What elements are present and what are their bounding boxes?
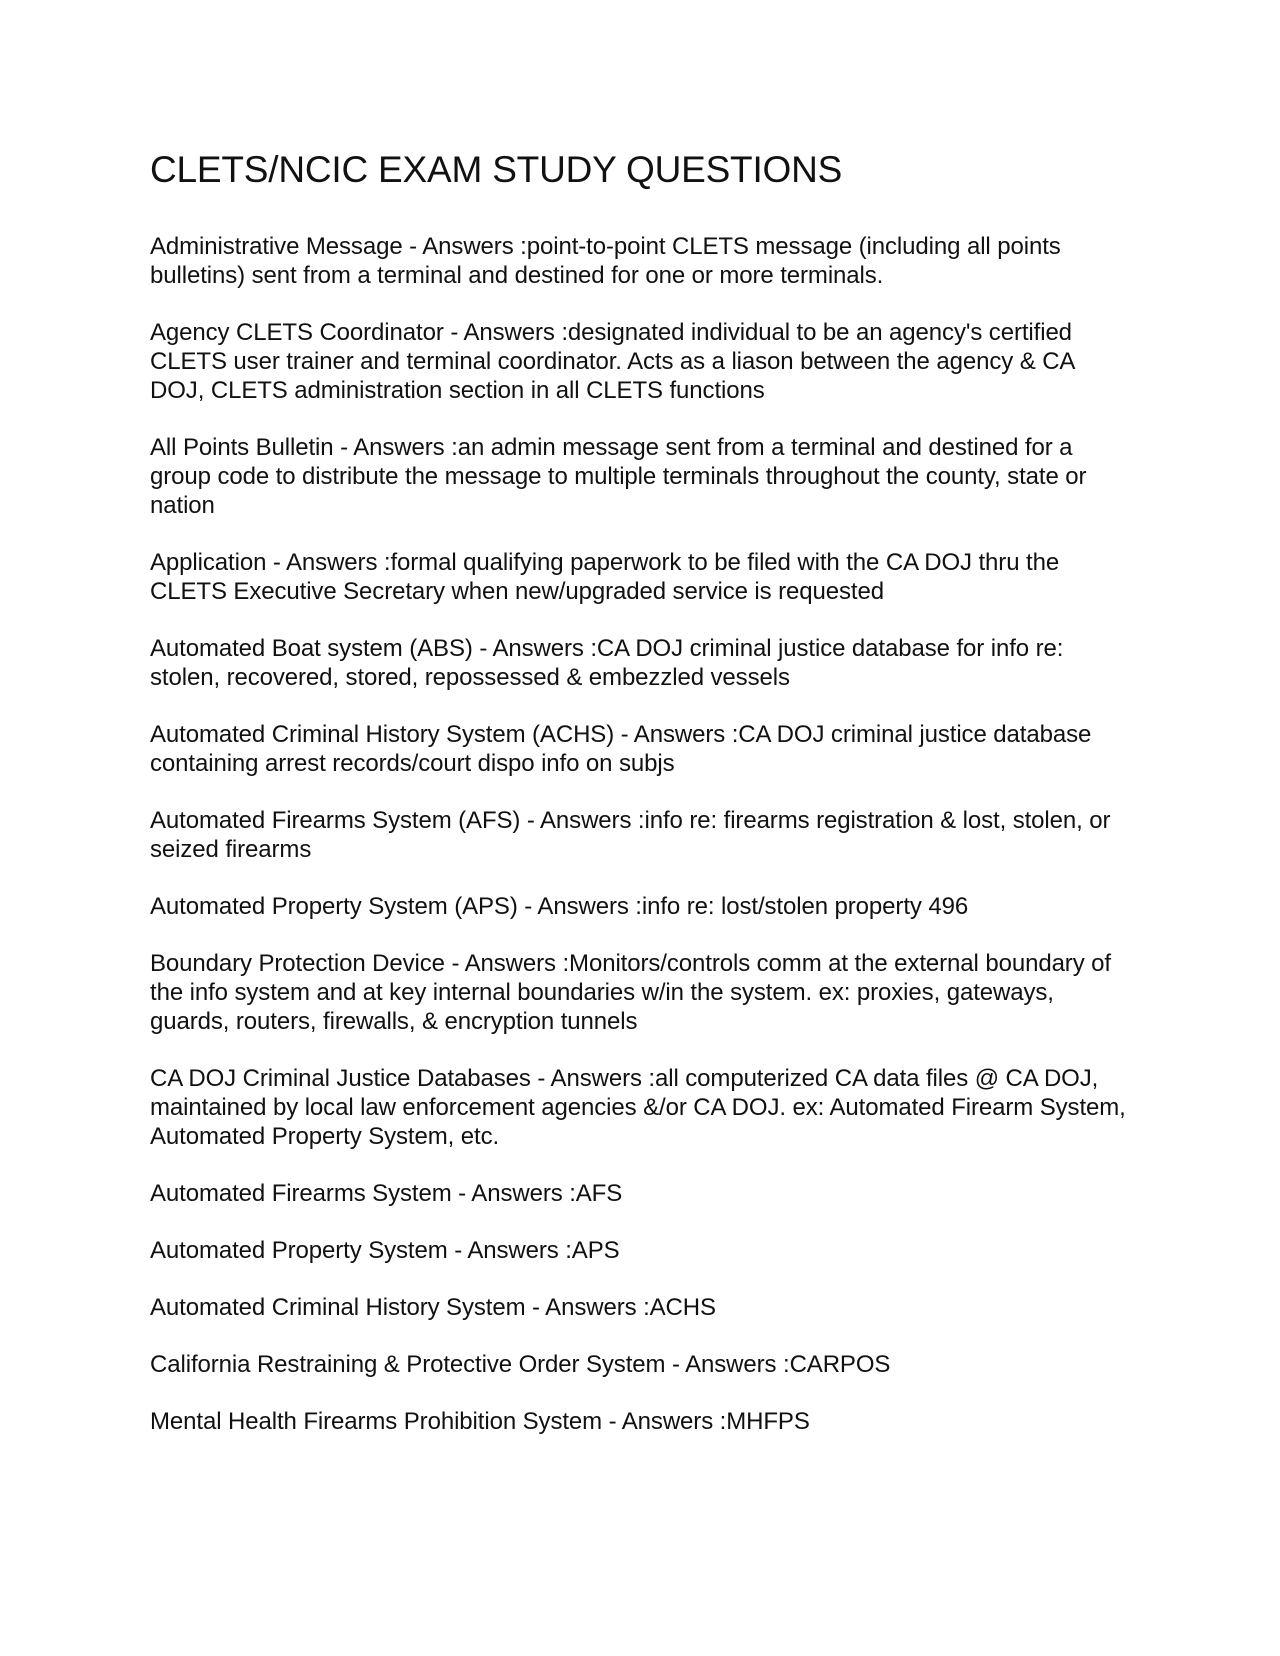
question-entry: Automated Criminal History System (ACHS) - Answers :CA DOJ criminal justice database containing arrest records/court dispo info on subjs (150, 721, 1092, 777)
question-entry: Boundary Protection Device - Answers :Monitors/controls comm at the external boundary of the info system and at key internal boundaries w/in the system. ex: proxies, gateways, guards, routers, firewalls, & encryption tunnels (150, 950, 1111, 1035)
question-entry: All Points Bulletin - Answers :an admin message sent from a terminal and destined for a group code to distribute the message to multiple terminals throughout the county, state or nation (150, 434, 1087, 519)
document-title: CLETS/NCIC EXAM STUDY QUESTIONS (150, 149, 843, 190)
question-entry: CA DOJ Criminal Justice Databases - Answers :all computerized CA data files @ CA DOJ, maintained by local law enforcement agencies &/or CA DOJ. ex: Automated Firearm System, Automated Property System, etc. (150, 1065, 1126, 1150)
question-entry: Automated Firearms System - Answers :AFS (150, 1180, 623, 1207)
question-entry: Automated Boat system (ABS) - Answers :CA DOJ criminal justice database for info re: stolen, recovered, stored, repossessed & embezzled vessels (150, 635, 1064, 691)
question-entry: Automated Property System - Answers :APS (150, 1237, 620, 1264)
question-entry: Mental Health Firearms Prohibition System - Answers :MHFPS (150, 1408, 810, 1435)
question-entry: Automated Property System (APS) - Answers :info re: lost/stolen property 496 (150, 893, 969, 920)
document-body (150, 148, 1130, 1464)
question-list (150, 232, 1130, 1436)
question-entry: Administrative Message - Answers :point-to-point CLETS message (including all points bulletins) sent from a terminal and destined for one or more terminals. (150, 233, 1061, 289)
question-entry: Automated Criminal History System - Answers :ACHS (150, 1294, 716, 1321)
question-entry: California Restraining & Protective Order System - Answers :CARPOS (150, 1351, 891, 1378)
question-entry: Automated Firearms System (AFS) - Answers :info re: firearms registration & lost, stolen, or seized firearms (150, 807, 1111, 863)
question-entry: Application - Answers :formal qualifying paperwork to be filed with the CA DOJ thru the CLETS Executive Secretary when new/upgraded service is requested (150, 549, 1060, 605)
question-entry: Agency CLETS Coordinator - Answers :designated individual to be an agency's certified CLETS user trainer and terminal coordinator. Acts as a liason between the agency & CA DOJ, CLETS administration section in all CLETS functions (150, 319, 1075, 404)
